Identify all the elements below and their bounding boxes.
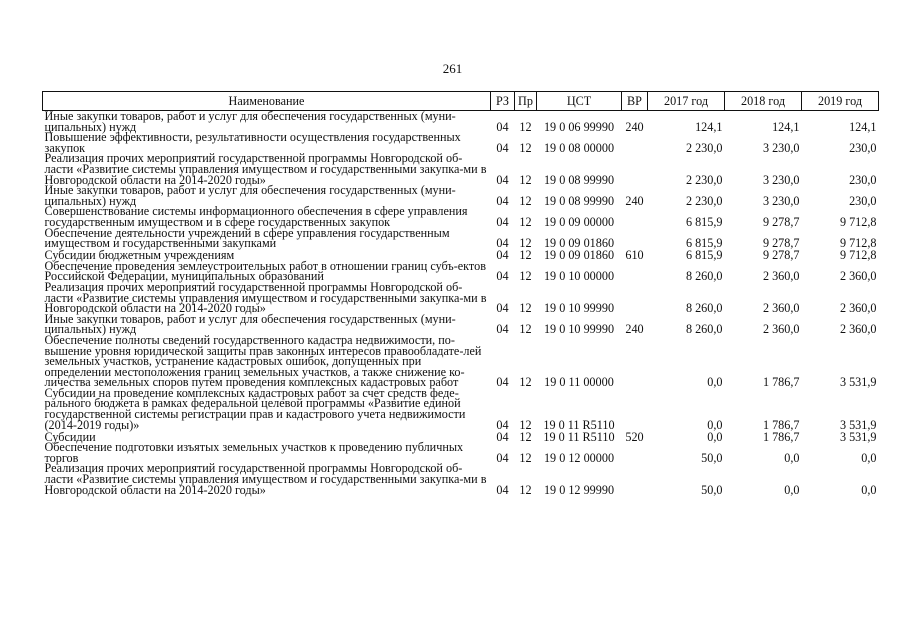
row-vr: 610 (625, 248, 644, 263)
row-2017: 8 260,0 (685, 322, 723, 337)
row-cst: 19 0 09 01860 (543, 248, 615, 263)
row-2017: 2 230,0 (685, 172, 723, 187)
row-name: Повышение эффективности, результативности осуществления государственных закупок (44, 130, 461, 155)
row-rz: 04 (496, 214, 509, 229)
header-pr: Пр (515, 92, 537, 111)
row-vr (622, 261, 648, 282)
budget-table (42, 91, 879, 495)
row-cst: 19 0 08 99990 (543, 172, 615, 187)
row-2017: 0,0 (707, 417, 723, 432)
header-2018: 2018 год (725, 92, 802, 111)
row-rz: 04 (496, 269, 509, 284)
table-row (43, 335, 879, 388)
row-pr: 12 (519, 140, 532, 155)
row-pr: 12 (519, 375, 532, 390)
row-2019: 3 531,9 (839, 375, 877, 390)
row-2017: 2 230,0 (685, 140, 723, 155)
row-2017: 6 815,9 (685, 248, 723, 263)
row-2018: 0,0 (784, 482, 800, 497)
row-pr: 12 (519, 450, 532, 465)
row-name: Обеспечение подготовки изъятых земельных участков к проведению публичных торгов (44, 440, 464, 465)
row-cst: 19 0 08 00000 (543, 140, 615, 155)
table-row (43, 388, 879, 430)
row-2018: 2 360,0 (762, 269, 800, 284)
row-vr: 240 (625, 119, 644, 134)
row-name: Субсидии на проведение комплексных кадастровых работ за счет средств феде-рального бюджета в рамках федеральной целевой программы «Развитие единой государственной системы регистрации прав и кадастрового учета недвижимости (2014-2019 годы)» (44, 385, 466, 432)
table-row (43, 185, 879, 206)
row-vr (622, 463, 648, 495)
row-2019: 3 531,9 (839, 417, 877, 432)
row-2017: 0,0 (707, 375, 723, 390)
row-pr: 12 (519, 193, 532, 208)
row-2019: 0,0 (861, 450, 877, 465)
row-pr: 12 (519, 322, 532, 337)
row-vr (622, 206, 648, 227)
row-2019: 9 712,8 (839, 248, 877, 263)
row-name: Субсидии (44, 429, 96, 444)
row-pr: 12 (519, 236, 532, 251)
row-pr: 12 (519, 417, 532, 432)
header-2017: 2017 год (648, 92, 725, 111)
row-2018: 2 360,0 (762, 322, 800, 337)
row-cst: 19 0 11 00000 (544, 375, 614, 390)
row-2019: 230,0 (849, 172, 877, 187)
row-vr (622, 388, 648, 430)
table-row (43, 153, 879, 185)
row-2019: 3 531,9 (839, 429, 877, 444)
row-vr: 240 (625, 193, 644, 208)
row-name: Субсидии бюджетным учреждениям (44, 248, 235, 263)
row-rz: 04 (496, 248, 509, 263)
row-cst: 19 0 11 R5110 (543, 417, 615, 432)
row-vr (622, 132, 648, 153)
table-row (43, 442, 879, 463)
table-row (43, 132, 879, 153)
row-cst: 19 0 10 99990 (543, 322, 615, 337)
row-name: Реализация прочих мероприятий государственной программы Новгородской об-ласти «Развитие системы управления имуществом и государственными закупка-ми в Новгородской области на 2014-2020 годы» (44, 151, 487, 187)
table-row (43, 282, 879, 314)
row-2018: 124,1 (772, 119, 800, 134)
row-rz: 04 (496, 301, 509, 316)
table-row (43, 206, 879, 227)
page-number: 261 (442, 61, 463, 76)
row-2017: 124,1 (695, 119, 723, 134)
row-2017: 6 815,9 (685, 236, 723, 251)
row-2019: 0,0 (861, 482, 877, 497)
row-2017: 2 230,0 (685, 193, 723, 208)
row-cst: 19 0 12 99990 (543, 482, 615, 497)
row-2019: 230,0 (849, 140, 877, 155)
row-cst: 19 0 10 99990 (543, 301, 615, 316)
row-2017: 8 260,0 (685, 269, 723, 284)
row-2019: 9 712,8 (839, 236, 877, 251)
row-name: Реализация прочих мероприятий государственной программы Новгородской об-ласти «Развитие системы управления имуществом и государственными закупка-ми в Новгородской области на 2014-2020 годы» (44, 279, 487, 316)
table-row (43, 463, 879, 495)
row-vr (622, 228, 648, 249)
table-body (43, 111, 879, 496)
row-rz: 04 (496, 172, 509, 187)
row-name: Реализация прочих мероприятий государственной программы Новгородской об-ласти «Развитие системы управления имуществом и государственными закупка-ми в Новгородской области на 2014-2020 годы» (44, 461, 487, 497)
row-2019: 2 360,0 (839, 269, 877, 284)
row-pr: 12 (519, 482, 532, 497)
row-pr: 12 (519, 119, 532, 134)
row-2018: 9 278,7 (762, 214, 800, 229)
row-name: Обеспечение деятельности учреждений в сфере управления государственным имуществом и государственными закупками (44, 225, 450, 251)
header-name: Наименование (43, 92, 491, 111)
row-2018: 3 230,0 (762, 193, 800, 208)
row-2019: 2 360,0 (839, 301, 877, 316)
row-vr: 240 (625, 322, 644, 337)
row-vr (622, 335, 648, 388)
row-cst: 19 0 10 00000 (543, 269, 615, 284)
table-row (43, 261, 879, 282)
row-2019: 9 712,8 (839, 214, 877, 229)
row-pr: 12 (519, 172, 532, 187)
row-2017: 50,0 (701, 450, 723, 465)
row-name: Иные закупки товаров, работ и услуг для обеспечения государственных (муни-ципальных) нужд (44, 183, 456, 208)
header-cst: ЦСТ (537, 92, 622, 111)
row-rz: 04 (496, 140, 509, 155)
row-name: Совершенствование системы информационного обеспечения в сфере управления государственным имуществом и в сфере государственных закупок (44, 204, 468, 229)
row-rz: 04 (496, 236, 509, 251)
header-2019: 2019 год (802, 92, 879, 111)
row-name: Обеспечение проведения землеустроительных работ в отношении границ субъ-ектов Российской Федерации, муниципальных образований (44, 258, 486, 284)
row-rz: 04 (496, 193, 509, 208)
row-2018: 2 360,0 (762, 301, 800, 316)
row-2018: 0,0 (784, 450, 800, 465)
row-2019: 124,1 (849, 119, 877, 134)
row-vr (622, 442, 648, 463)
row-rz: 04 (496, 482, 509, 497)
row-rz: 04 (496, 322, 509, 337)
row-2018: 1 786,7 (762, 429, 800, 444)
row-rz: 04 (496, 429, 509, 444)
row-name: Иные закупки товаров, работ и услуг для обеспечения государственных (муни-ципальных) нужд (44, 109, 456, 134)
row-cst: 19 0 12 00000 (543, 450, 615, 465)
row-vr: 520 (625, 429, 644, 444)
table-row (43, 314, 879, 335)
row-rz: 04 (496, 375, 509, 390)
row-name: Иные закупки товаров, работ и услуг для обеспечения государственных (муни-ципальных) нужд (44, 311, 456, 337)
row-2017: 50,0 (701, 482, 723, 497)
row-cst: 19 0 08 99990 (543, 193, 615, 208)
table-header (43, 92, 879, 111)
row-2019: 230,0 (849, 193, 877, 208)
row-2017: 6 815,9 (685, 214, 723, 229)
row-cst: 19 0 09 00000 (543, 214, 615, 229)
row-pr: 12 (519, 214, 532, 229)
row-2019: 2 360,0 (839, 322, 877, 337)
row-2018: 1 786,7 (762, 417, 800, 432)
row-2017: 0,0 (707, 429, 723, 444)
row-pr: 12 (519, 429, 532, 444)
row-name: Обеспечение полноты сведений государственного кадастра недвижимости, по-вышение уровня юридической защиты прав законных интересов правообладате-лей земельных участков, устранение кадастровых ошибок, допущенных при определении местоположения границ земельных участков, а также снижение ко-личества земельных споров путем проведения комплексных кадастровых работ (44, 332, 482, 390)
row-2018: 9 278,7 (762, 248, 800, 263)
header-rz: РЗ (491, 92, 515, 111)
row-rz: 04 (496, 450, 509, 465)
row-cst: 19 0 09 01860 (543, 236, 615, 251)
row-2017: 8 260,0 (685, 301, 723, 316)
row-cst: 19 0 06 99990 (543, 119, 615, 134)
row-2018: 1 786,7 (762, 375, 800, 390)
row-rz: 04 (496, 119, 509, 134)
row-pr: 12 (519, 248, 532, 263)
row-2018: 3 230,0 (762, 140, 800, 155)
row-2018: 3 230,0 (762, 172, 800, 187)
table-row (43, 228, 879, 249)
row-2018: 9 278,7 (762, 236, 800, 251)
row-vr (622, 282, 648, 314)
row-vr (622, 153, 648, 185)
row-rz: 04 (496, 417, 509, 432)
table-row (43, 111, 879, 133)
header-vr: ВР (622, 92, 648, 111)
row-pr: 12 (519, 301, 532, 316)
row-pr: 12 (519, 269, 532, 284)
row-cst: 19 0 11 R5110 (543, 429, 615, 444)
